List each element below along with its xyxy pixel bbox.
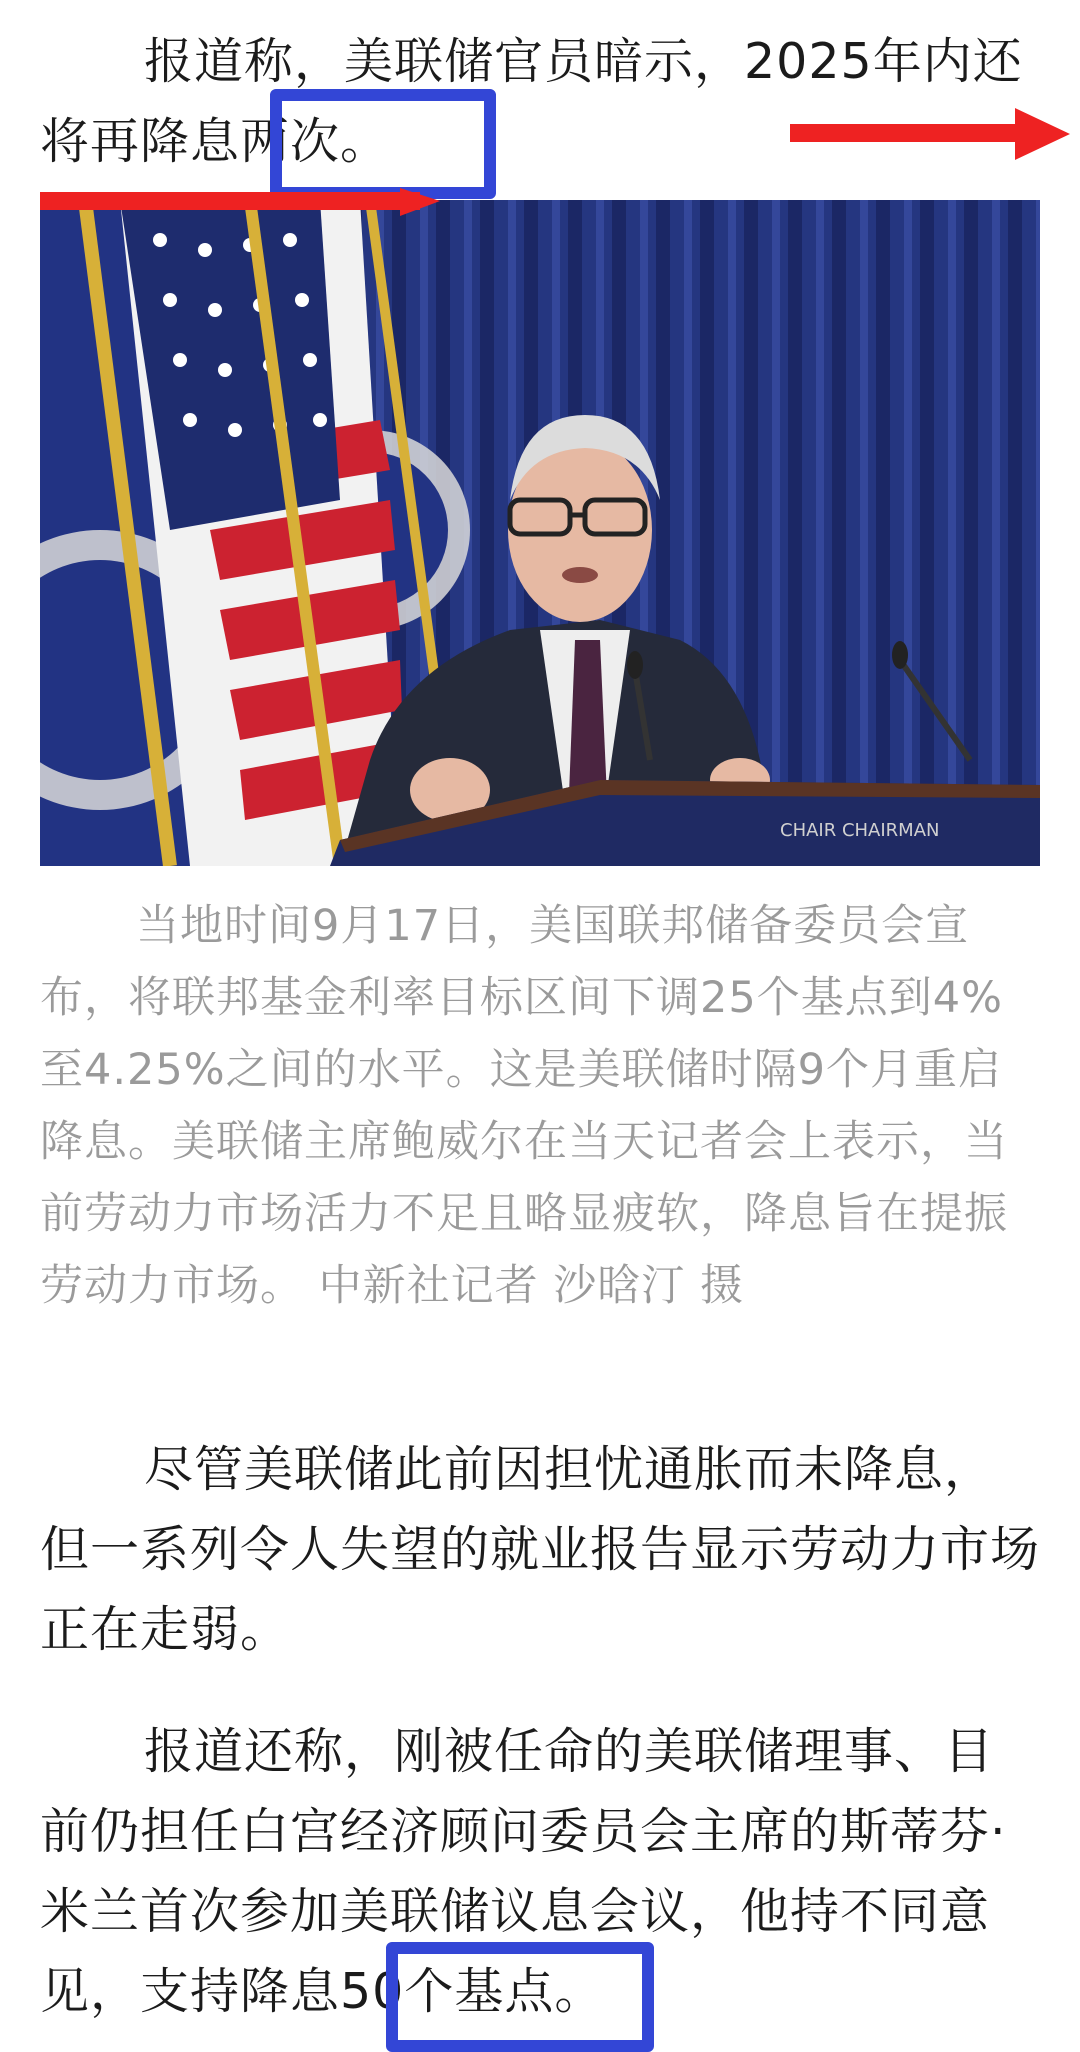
article-paragraph-1: 报道称，美联储官员暗示，2025年内还将再降息两次。 (40, 33, 1023, 170)
right-arrow-icon (790, 106, 1070, 162)
article-paragraph-2: 尽管美联储此前因担忧通胀而未降息，但一系列令人失望的就业报告显示劳动力市场正在走弱。 (40, 1441, 1041, 1658)
highlight-box-rate-cuts (270, 89, 496, 199)
photo-caption: 当地时间9月17日，美国联邦储备委员会宣布，将联邦基金利率目标区间下调25个基点到4%至4.25%之间的水平。这是美联储时隔9个月重启降息。美联储主席鲍威尔在当天记者会上表示，当前劳动力市场活力不足且略显疲软，降息旨在提振劳动力市场。 中新社记者 沙晗汀 摄 (40, 901, 1008, 1311)
press-conference-photo (40, 200, 1040, 866)
podium-text: CHAIR CHAIRMAN (780, 820, 940, 841)
underline-arrow-icon (40, 188, 440, 222)
highlight-box-basis-points (386, 1942, 654, 2052)
article-paragraph-3: 报道还称，刚被任命的美联储理事、目前仍担任白宫经济顾问委员会主席的斯蒂芬·米兰首次参加美联储议息会议，他持不同意见，支持降息50个基点。 (40, 1723, 1007, 2020)
